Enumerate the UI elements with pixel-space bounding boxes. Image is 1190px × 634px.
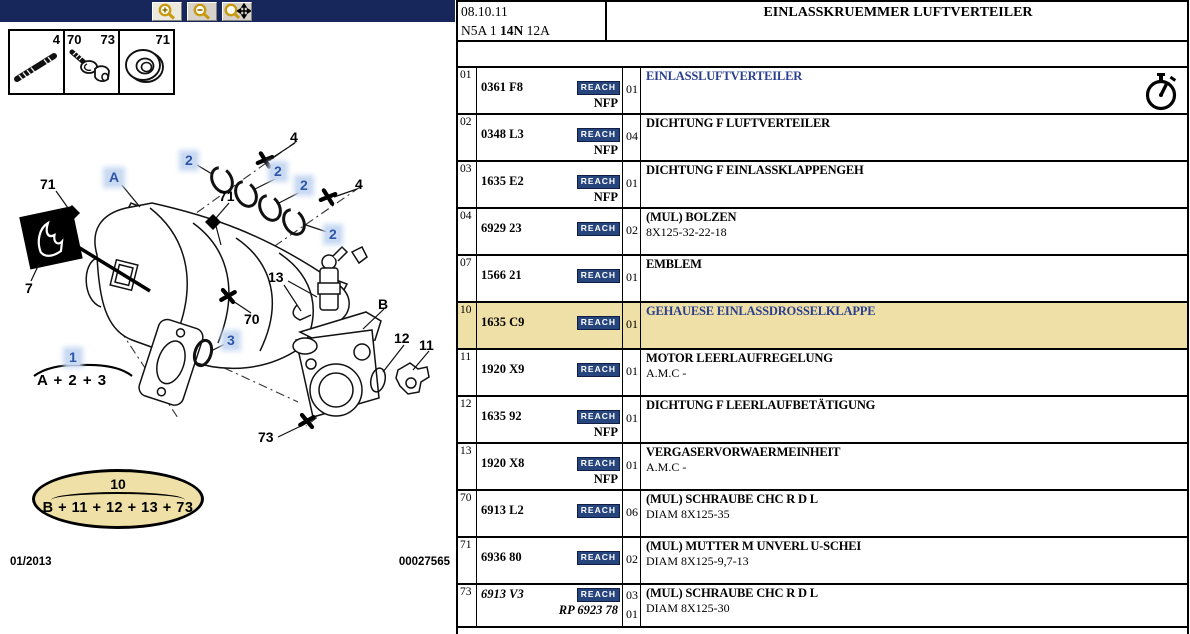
part-description: DICHTUNG F LEERLAUFBETÄTIGUNG [646,398,876,412]
part-reference[interactable]: 1920 X8 [481,456,525,470]
callout-13[interactable]: 13 [268,269,284,285]
part-reference[interactable]: 6913 V3 [481,587,524,601]
quantity-cell: 02 [624,538,641,583]
callout-1[interactable]: 1 [66,350,80,365]
brace [51,492,185,500]
reach-badge[interactable]: REACH [577,128,620,142]
assembly-formula-10: B + 11 + 12 + 13 + 73 [42,500,194,516]
part-description: VERGASERVORWAERMEINHEIT [646,445,841,459]
row-number: 07 [458,256,477,301]
callout-70[interactable]: 70 [244,311,260,327]
reference-cell [478,115,623,160]
callout-73[interactable]: 73 [258,429,274,445]
table-row[interactable] [458,254,1187,301]
row-number: 03 [458,162,477,207]
document-number: 00027565 [398,556,450,568]
table-row[interactable] [458,395,1187,442]
quantity-cell: 01 [624,350,641,395]
part-reference[interactable]: 1635 E2 [481,174,524,188]
table-row[interactable] [458,536,1187,583]
nfp-note: NFP [593,425,618,439]
part-description: EMBLEM [646,257,702,271]
table-spacer [458,42,1187,66]
part-description: MOTOR LEERLAUFREGELUNG [646,351,833,365]
part-reference[interactable]: 0348 L3 [481,127,524,141]
table-row[interactable] [458,583,1187,628]
callout-B[interactable]: B [378,296,389,312]
row-number: 71 [458,538,477,583]
reach-badge[interactable]: REACH [577,316,620,330]
description-cell [642,303,1187,348]
replacement-reference[interactable]: RP 6923 78 [558,603,618,617]
reach-badge[interactable]: REACH [577,457,620,471]
row-number: 02 [458,115,477,160]
edition-date: 01/2013 [10,556,52,568]
callout-71-b[interactable]: 71 [219,188,235,204]
description-cell [642,162,1187,207]
table-row[interactable] [458,207,1187,254]
part-reference[interactable]: 6936 80 [481,550,522,564]
quantity-cell: 01 [624,68,641,113]
callout-10: 10 [110,476,126,492]
thumbnail-label: 70 [67,32,82,47]
nfp-note: NFP [593,143,618,157]
reference-cell [478,491,623,536]
reference-cell [478,397,623,442]
description-cell [642,350,1187,395]
part-description: (MUL) BOLZEN [646,210,737,224]
reference-cell [478,209,623,254]
exploded-view-drawing [0,0,456,634]
part-reference[interactable]: 6913 L2 [481,503,524,517]
reference-cell [478,256,623,301]
quantity-cell: 02 [624,209,641,254]
table-header [458,2,1187,42]
row-number: 04 [458,209,477,254]
part-reference[interactable]: 1566 21 [481,268,522,282]
quantity-cell: 03 01 [624,585,641,626]
thumbnail-label: 73 [100,32,115,47]
part-dimension: DIAM 8X125-9,7-13 [646,554,749,568]
callout-7[interactable]: 7 [25,280,33,296]
callout-2-a[interactable]: 2 [182,153,196,168]
catalog-reference [458,2,607,40]
reference-cell [478,162,623,207]
description-cell [642,209,1187,254]
quantity-cell: 01 [624,303,641,348]
callout-11[interactable]: 11 [419,337,434,353]
quantity-cell: 01 [624,162,641,207]
reach-badge[interactable]: REACH [577,410,620,424]
table-row[interactable] [458,348,1187,395]
reference-cell [478,538,623,583]
stopwatch-icon [1141,71,1181,113]
quantity-cell: 01 [624,397,641,442]
description-cell [642,444,1187,489]
description-cell [642,538,1187,583]
table-row[interactable] [458,160,1187,207]
part-reference[interactable]: 0361 F8 [481,80,524,94]
quantity-cell: 01 [624,256,641,301]
reach-badge[interactable]: REACH [577,551,620,565]
part-description: (MUL) SCHRAUBE CHC R D L [646,586,818,600]
row-number: 10 [458,303,477,348]
reach-badge[interactable]: REACH [577,175,620,189]
description-cell [642,68,1187,113]
row-number: 73 [458,585,477,626]
thumbnail-label: 71 [155,32,170,47]
reference-cell [478,303,623,348]
nfp-note: NFP [593,472,618,486]
reference-cell [478,585,623,626]
assembly-formula-1: A + 2 + 3 [37,372,108,389]
row-number: 01 [458,68,477,113]
part-note: A.M.C - [646,460,687,474]
quantity-cell: 01 [624,444,641,489]
nfp-note: NFP [593,190,618,204]
quantity-cell: 04 [624,115,641,160]
reach-badge[interactable]: REACH [577,504,620,518]
callout-A[interactable]: A [106,170,122,185]
part-reference[interactable]: 1635 C9 [481,315,525,329]
part-description: DICHTUNG F EINLASSKLAPPENGEH [646,163,864,177]
parts-table [456,0,1189,634]
callout-4-b[interactable]: 4 [355,176,363,192]
reach-badge[interactable]: REACH [577,269,620,283]
table-row[interactable] [458,66,1187,113]
row-number: 12 [458,397,477,442]
reference-cell [478,444,623,489]
callout-2-d[interactable]: 2 [326,227,340,242]
row-number: 11 [458,350,477,395]
part-description-link[interactable]: GEHAUESE EINLASSDROSSELKLAPPE [646,304,876,318]
callout-2-c[interactable]: 2 [297,178,311,193]
table-row[interactable] [458,489,1187,536]
reference-cell [478,350,623,395]
nfp-note: NFP [593,96,618,110]
reach-badge[interactable]: REACH [577,588,620,602]
part-dimension: DIAM 8X125-35 [646,507,730,521]
catalog-code: N5A 1 14N 12A [461,23,550,38]
diagram-panel [0,0,456,634]
part-description: (MUL) SCHRAUBE CHC R D L [646,492,818,506]
page-title: EINLASSKRUEMMER LUFTVERTEILER [763,5,1033,20]
table-row[interactable] [458,442,1187,489]
callout-2-b[interactable]: 2 [271,164,285,179]
callout-3[interactable]: 3 [224,333,238,348]
callout-4-a[interactable]: 4 [290,129,298,145]
callout-71-a[interactable]: 71 [40,176,56,192]
table-row-selected[interactable] [458,301,1187,348]
part-description: DICHTUNG F LUFTVERTEILER [646,116,830,130]
reach-badge[interactable]: REACH [577,81,620,95]
callout-12[interactable]: 12 [394,330,410,346]
part-reference[interactable]: 1920 X9 [481,362,525,376]
row-number: 70 [458,491,477,536]
description-cell [642,115,1187,160]
part-reference[interactable]: 6929 23 [481,221,522,235]
description-cell [642,491,1187,536]
assembly-group-10[interactable] [32,469,204,529]
catalog-date: 08.10.11 [461,4,508,19]
part-dimension: DIAM 8X125-30 [646,601,730,615]
part-dimension: 8X125-32-22-18 [646,225,727,239]
description-cell [642,256,1187,301]
reach-badge[interactable]: REACH [577,363,620,377]
thumbnail-label: 4 [52,32,60,47]
part-description: (MUL) MUTTER M UNVERL U-SCHEI [646,539,862,553]
description-cell [642,585,1187,626]
reach-badge[interactable]: REACH [577,222,620,236]
quantity-cell: 06 [624,491,641,536]
part-reference[interactable]: 1635 92 [481,409,522,423]
part-note: A.M.C - [646,366,687,380]
description-cell [642,397,1187,442]
row-number: 13 [458,444,477,489]
table-row[interactable] [458,113,1187,160]
part-description-link[interactable]: EINLASSLUFTVERTEILER [646,69,803,83]
reference-cell [478,68,623,113]
